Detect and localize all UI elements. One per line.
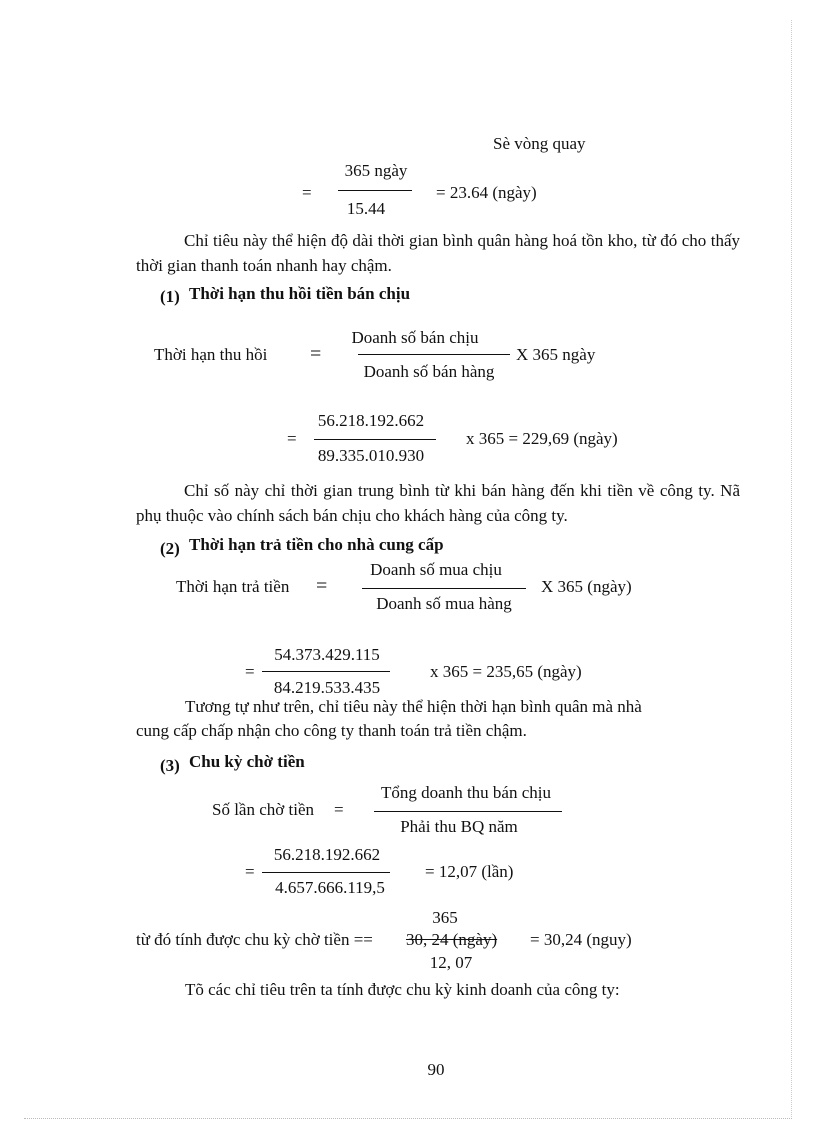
paragraph-3-line-2: cung cấp chấp nhận cho công ty thanh toán trả tiền chậm. [136,721,527,740]
inv-numerator: 365 ngày [344,161,408,180]
paragraph-1: Chỉ tiêu này thể hiện độ dài thời gian bình quân hàng hoá tồn kho, từ đó cho thấy thời gian thanh toán nhanh hay chậm. [136,231,740,275]
c3-fraction-bar [262,872,390,873]
c2-fraction-bar [262,671,390,672]
heading-1-title: Thời hạn thu hồi tiền bán chịu [189,284,411,303]
cycle-numerator: 365 [432,908,458,927]
c3-numerator: 56.218.192.662 [273,845,381,864]
cycle-struck-value: 30, 24 (ngày) [406,930,498,949]
c2-equals: = [245,662,255,681]
f1-label: Thời hạn thu hồi [154,345,268,364]
c1-equals: = [287,429,297,448]
inv-result: = 23.64 (ngày) [436,183,537,202]
inv-denominator: 15.44 [346,199,386,218]
cycle-denominator: 12, 07 [429,953,473,972]
f1-fraction-bar [358,354,510,355]
f3-numerator: Tổng doanh thu bán chịu [381,783,551,802]
c2-numerator: 54.373.429.115 [274,645,380,664]
f2-numerator: Doanh số mua chịu [370,560,502,579]
f1-tail: X 365 ngày [516,345,596,364]
c1-fraction-bar [314,439,436,440]
turnover-label: Sè vòng quay [493,134,586,153]
f2-fraction-bar [362,588,526,589]
c3-result: = 12,07 (lần) [425,862,514,881]
cycle-result: = 30,24 (nguy) [530,930,632,949]
paragraph-4: Tõ các chỉ tiêu trên ta tính được chu kỳ kinh doanh của công ty: [185,980,620,999]
c3-equals: = [245,862,255,881]
f2-denominator: Doanh số mua hàng [376,594,512,613]
cycle-prefix: từ đó tính được chu kỳ chờ tiền == [136,930,373,949]
paragraph-3-line-1: Tương tự như trên, chỉ tiêu này thể hiện thời hạn bình quân mà nhà [185,697,642,716]
f3-fraction-bar [374,811,562,812]
c2-denominator: 84.219.533.435 [273,678,381,697]
heading-2-title: Thời hạn trả tiền cho nhà cung cấp [189,535,444,554]
inv-fraction-bar [338,190,412,191]
f1-numerator: Doanh số bán chịu [351,328,479,347]
f3-label: Số lần chờ tiền [212,800,314,819]
c3-denominator: 4.657.666.119,5 [275,878,385,897]
paragraph-2: Chỉ số này chỉ thời gian trung bình từ khi bán hàng đến khi tiền về công ty. Nã phụ thuộc vào chính sách bán chịu cho khách hàng của công ty. [136,481,740,525]
inv-equals: = [302,183,312,202]
f3-equals: = [334,800,344,819]
heading-2-number: (2) [160,539,180,558]
f1-equals: = [310,343,322,365]
heading-1-number: (1) [160,287,180,306]
heading-3-title: Chu kỳ chờ tiền [189,752,305,771]
page-number: 90 [427,1060,445,1079]
f2-label: Thời hạn trả tiền [176,577,290,596]
f3-denominator: Phải thu BQ năm [400,817,518,836]
page-border-right [791,20,792,1119]
f2-equals: = [316,575,328,597]
c1-numerator: 56.218.192.662 [317,411,425,430]
c1-denominator: 89.335.010.930 [317,446,425,465]
c1-result: x 365 = 229,69 (ngày) [466,429,618,448]
f2-tail: X 365 (ngày) [541,577,632,596]
heading-3-number: (3) [160,756,180,775]
f1-denominator: Doanh số bán hàng [363,362,495,381]
c2-result: x 365 = 235,65 (ngày) [430,662,582,681]
page-border-bottom [24,1118,792,1119]
